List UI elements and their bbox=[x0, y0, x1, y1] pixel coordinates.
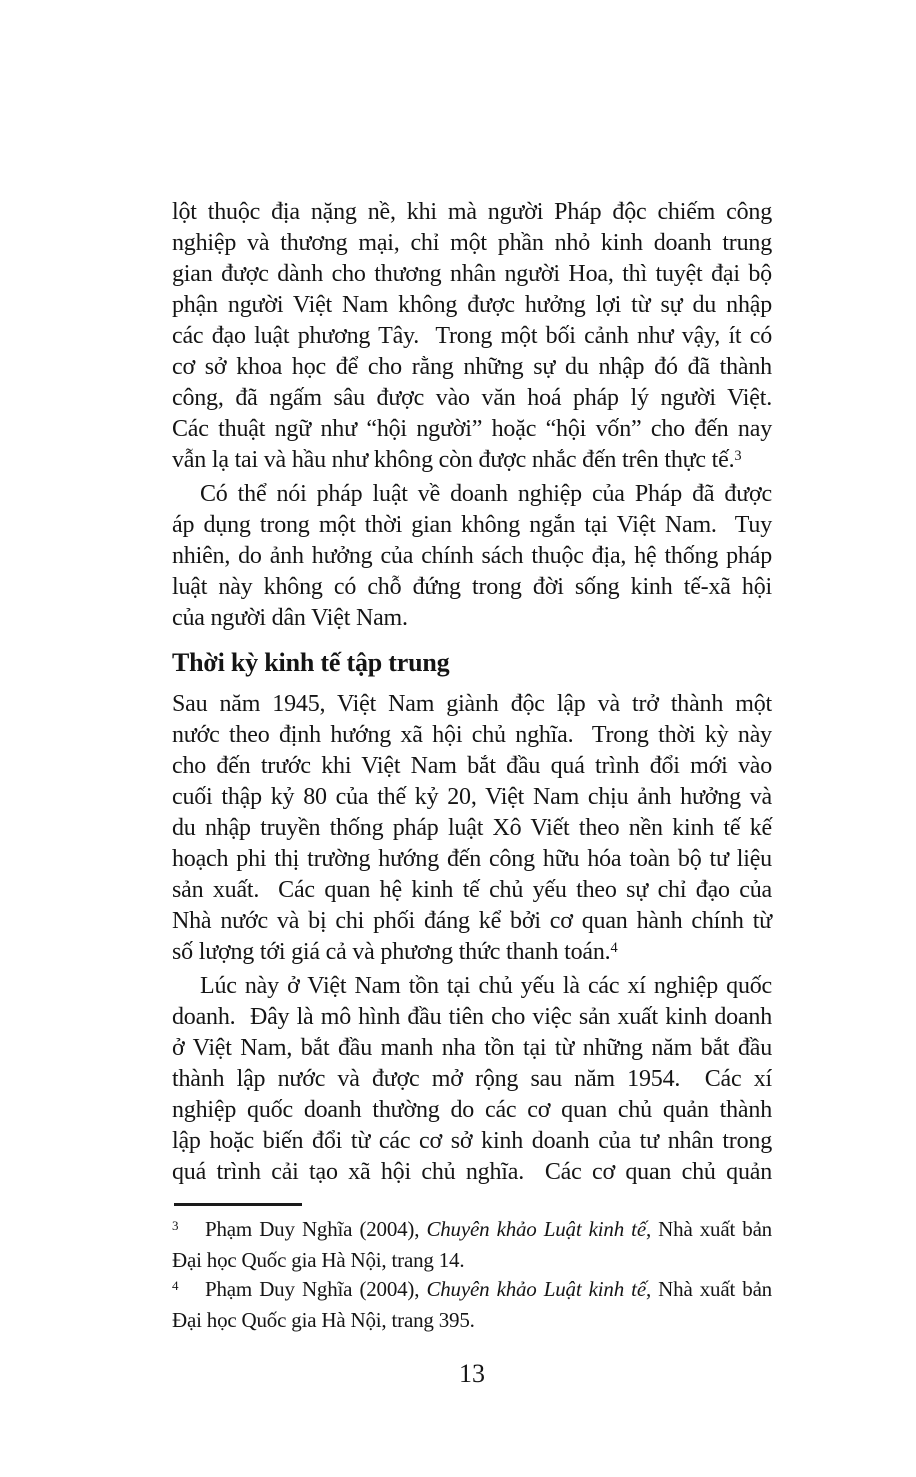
text-line bbox=[172, 1033, 772, 1064]
text-segment: Lúc này ở Việt Nam tồn tại chủ yếu là các xí nghiệp quốc bbox=[200, 973, 772, 999]
text-line bbox=[172, 875, 772, 906]
text-segment: Phạm Duy Nghĩa (2004), bbox=[205, 1277, 427, 1301]
footnote-ref: 4 bbox=[610, 939, 618, 956]
text-line bbox=[172, 1002, 772, 1033]
text-line bbox=[172, 572, 772, 603]
text-line bbox=[172, 1157, 772, 1188]
text-line bbox=[172, 352, 772, 383]
text-line bbox=[172, 510, 772, 541]
text-segment: ở Việt Nam, bắt đầu manh nha tồn tại từ những năm bắt đầu bbox=[172, 1035, 772, 1061]
text-segment: cuối thập kỷ 80 của thế kỷ 20, Việt Nam chịu ảnh hưởng và bbox=[172, 784, 772, 810]
text-line bbox=[172, 1095, 772, 1126]
text-segment: nhiên, do ảnh hưởng của chính sách thuộc địa, hệ thống pháp bbox=[172, 543, 772, 569]
text-line bbox=[172, 197, 772, 228]
text-line bbox=[172, 541, 772, 572]
text-line bbox=[172, 1126, 772, 1157]
text-line bbox=[172, 321, 772, 352]
text-segment: phận người Việt Nam không được hưởng lợi từ sự du nhập bbox=[172, 292, 772, 318]
text-segment: Phạm Duy Nghĩa (2004), bbox=[205, 1217, 427, 1241]
footnote-line bbox=[172, 1306, 772, 1335]
section-heading: Thời kỳ kinh tế tập trung bbox=[172, 648, 450, 677]
text-line bbox=[172, 906, 772, 937]
footnote-list bbox=[172, 1215, 772, 1335]
text-line bbox=[172, 603, 772, 634]
footnote-ref: 3 bbox=[734, 447, 742, 464]
paragraph-2 bbox=[172, 479, 772, 634]
text-segment: Nhà nước và bị chi phối đáng kể bởi cơ quan hành chính từ bbox=[172, 908, 772, 934]
footnote-4 bbox=[172, 1275, 772, 1335]
text-line bbox=[172, 228, 772, 259]
text-segment: luật này không có chỗ đứng trong đời sống kinh tế-xã hội bbox=[172, 574, 772, 600]
text-line bbox=[172, 1064, 772, 1095]
text-line bbox=[172, 479, 772, 510]
text-line bbox=[172, 290, 772, 321]
text-segment: quá trình cải tạo xã hội chủ nghĩa. Các cơ quan chủ quản bbox=[172, 1159, 772, 1185]
text-segment: lột thuộc địa nặng nề, khi mà người Pháp độc chiếm công bbox=[172, 199, 772, 225]
text-segment: sản xuất. Các quan hệ kinh tế chủ yếu theo sự chỉ đạo của bbox=[172, 877, 772, 903]
text-segment: hoạch phi thị trường hướng đến công hữu hóa toàn bộ tư liệu bbox=[172, 846, 772, 872]
text-segment: công, đã ngấm sâu được vào văn hoá pháp lý người Việt. bbox=[172, 385, 772, 411]
text-line bbox=[172, 844, 772, 875]
text-segment: Đại học Quốc gia Hà Nội, trang 14. bbox=[172, 1248, 465, 1272]
footnote-marker: 4 bbox=[172, 1278, 179, 1293]
text-line bbox=[172, 971, 772, 1002]
text-line bbox=[172, 414, 772, 445]
text-segment: doanh. Đây là mô hình đầu tiên cho việc sản xuất kinh doanh bbox=[172, 1004, 772, 1030]
text-segment: , Nhà xuất bản bbox=[645, 1217, 772, 1241]
paragraph-3 bbox=[172, 689, 772, 971]
page-number: 13 bbox=[459, 1359, 485, 1388]
text-segment: lập hoặc biến đổi từ các cơ sở kinh doanh của tư nhân trong bbox=[172, 1128, 772, 1154]
text-segment: nghiệp và thương mại, chỉ một phần nhỏ kinh doanh trung bbox=[172, 230, 772, 256]
text-line bbox=[172, 259, 772, 290]
text-segment: gian được dành cho thương nhân người Hoa, thì tuyệt đại bộ bbox=[172, 261, 772, 287]
text-line bbox=[172, 445, 772, 479]
text-line bbox=[172, 813, 772, 844]
body-text bbox=[172, 197, 772, 1188]
footnote-line bbox=[172, 1275, 772, 1306]
text-line bbox=[172, 751, 772, 782]
text-segment: thành lập nước và được mở rộng sau năm 1954. Các xí bbox=[172, 1066, 772, 1092]
footnote-marker: 3 bbox=[172, 1218, 179, 1233]
text-segment: của người dân Việt Nam. bbox=[172, 605, 408, 631]
paragraph-1 bbox=[172, 197, 772, 479]
text-segment: áp dụng trong một thời gian không ngắn tại Việt Nam. Tuy bbox=[172, 512, 772, 538]
footnote-line bbox=[172, 1215, 772, 1246]
text-line bbox=[172, 720, 772, 751]
text-line bbox=[172, 782, 772, 813]
text-segment: Có thể nói pháp luật về doanh nghiệp của Pháp đã được bbox=[200, 481, 772, 507]
text-segment: Đại học Quốc gia Hà Nội, trang 395. bbox=[172, 1308, 475, 1332]
footnote-separator bbox=[174, 1203, 302, 1206]
text-segment: số lượng tới giá cả và phương thức thanh toán. bbox=[172, 939, 611, 965]
text-segment: Sau năm 1945, Việt Nam giành độc lập và trở thành một bbox=[172, 691, 772, 717]
italic-text: Chuyên khảo Luật kinh tế bbox=[426, 1277, 646, 1301]
text-segment: du nhập truyền thống pháp luật Xô Viết theo nền kinh tế kế bbox=[172, 815, 772, 841]
italic-text: Chuyên khảo Luật kinh tế bbox=[426, 1217, 646, 1241]
text-line bbox=[172, 383, 772, 414]
text-line bbox=[172, 937, 772, 971]
text-segment: Các thuật ngữ như “hội người” hoặc “hội vốn” cho đến nay bbox=[172, 416, 772, 442]
text-segment: các đạo luật phương Tây. Trong một bối cảnh như vậy, ít có bbox=[172, 323, 772, 349]
footnote-line bbox=[172, 1246, 772, 1275]
text-segment: vẫn lạ tai và hầu như không còn được nhắc đến trên thực tế. bbox=[172, 447, 735, 473]
text-segment: cơ sở khoa học để cho rằng những sự du nhập đó đã thành bbox=[172, 354, 772, 380]
text-segment: cho đến trước khi Việt Nam bắt đầu quá trình đổi mới vào bbox=[172, 753, 772, 779]
text-segment: nghiệp quốc doanh thường do các cơ quan chủ quản thành bbox=[172, 1097, 772, 1123]
footnotes bbox=[172, 1203, 772, 1335]
text-line bbox=[172, 689, 772, 720]
text-segment: nước theo định hướng xã hội chủ nghĩa. Trong thời kỳ này bbox=[172, 722, 772, 748]
footnote-3 bbox=[172, 1215, 772, 1275]
text-segment: , Nhà xuất bản bbox=[645, 1277, 772, 1301]
paragraph-4 bbox=[172, 971, 772, 1188]
